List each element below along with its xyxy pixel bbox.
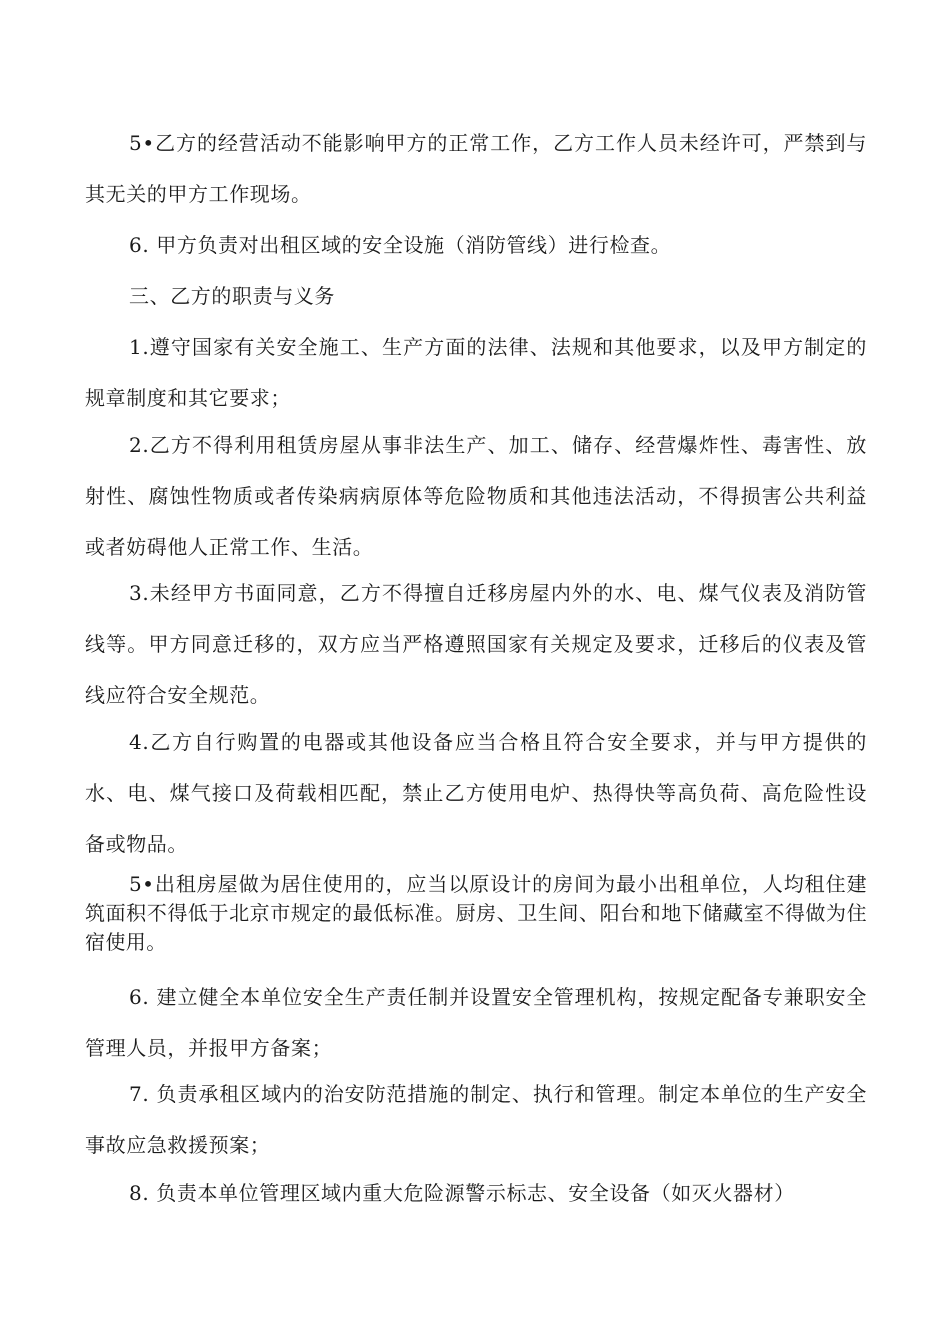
paragraph-a6: 6. 甲方负责对出租区域的安全设施（消防管线）进行检查。 <box>129 233 672 257</box>
paragraph-b2: 2.乙方不得利用租赁房屋从事非法生产、加工、储存、经营爆炸性、毒害性、放射性、腐蚀性物质或者传染病病原体等危险物质和其他违法活动，不得损害公共利益或者妨碍他人正常工作、生活。 <box>85 433 867 559</box>
paragraph-b7: 7. 负责承租区域内的治安防范措施的制定、执行和管理。制定本单位的生产安全事故应急救援预案； <box>85 1082 867 1157</box>
paragraph-b8: 8. 负责本单位管理区域内重大危险源警示标志、安全设备（如灭火器材） <box>129 1181 795 1205</box>
paragraph-b3: 3.未经甲方书面同意，乙方不得擅自迁移房屋内外的水、电、煤气仪表及消防管线等。甲方同意迁移的，双方应当严格遵照国家有关规定及要求，迁移后的仪表及管线应符合安全规范。 <box>85 581 867 707</box>
paragraph-a5: 5•乙方的经营活动不能影响甲方的正常工作，乙方工作人员未经许可，严禁到与其无关的甲方工作现场。 <box>85 131 867 206</box>
paragraph-b4: 4.乙方自行购置的电器或其他设备应当合格且符合安全要求，并与甲方提供的水、电、煤气接口及荷载相匹配，禁止乙方使用电炉、热得快等高负荷、高危险性设备或物品。 <box>85 730 867 856</box>
paragraph-b1: 1.遵守国家有关安全施工、生产方面的法律、法规和其他要求，以及甲方制定的规章制度和其它要求； <box>85 335 867 410</box>
paragraph-b5: 5•出租房屋做为居住使用的，应当以原设计的房间为最小出租单位，人均租住建筑面积不得低于北京市规定的最低标准。厨房、卫生间、阳台和地下储藏室不得做为住宿使用。 <box>85 872 867 954</box>
section-heading-3: 三、乙方的职责与义务 <box>129 284 335 308</box>
paragraph-b6: 6. 建立健全本单位安全生产责任制并设置安全管理机构，按规定配备专兼职安全管理人员，并报甲方备案； <box>85 985 867 1060</box>
